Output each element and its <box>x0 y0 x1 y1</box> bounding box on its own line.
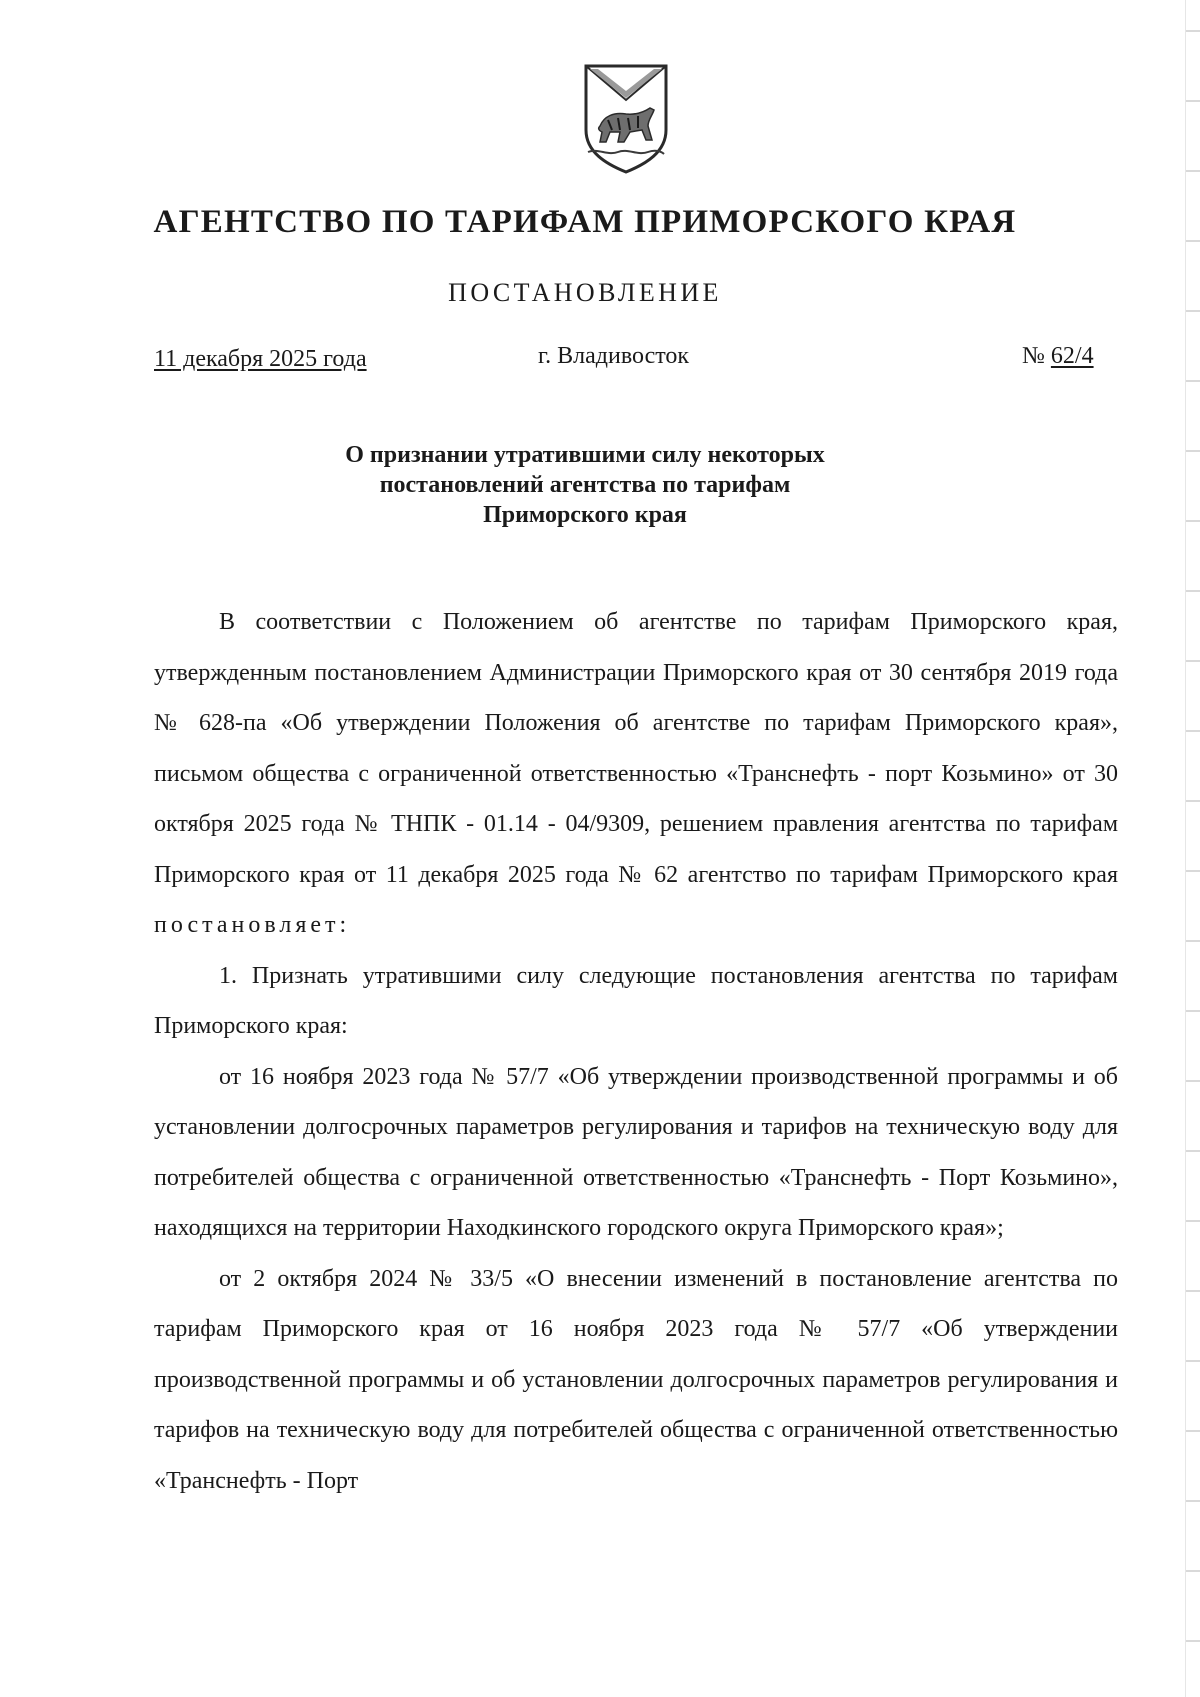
subject-line-3: Приморского края <box>483 502 687 528</box>
subject-line-1: О признании утратившими силу некоторых <box>345 442 825 468</box>
item-1-resolution-a: от 16 ноября 2023 года № 57/7 «Об утверждении производственной программы и об установлении долгосрочных параметров регулирования и тарифов на техническую воду для потребителей общества с ограниченной ответственностью «Транснефть - Порт Козьмино», находящихся на территории Находкинского городского округа Приморского края»; <box>154 1063 1118 1241</box>
item-1-resolution-b: от 2 октября 2024 № 33/5 «О внесении изменений в постановление агентства по тарифам Приморского края от 16 ноября 2023 года № 57/7 «Об утверждении производственной программы и об установлении долгосрочных параметров регулирования и тарифов на техническую воду для потребителей общества с ограниченной ответственностью «Транснефть - Порт <box>154 1265 1118 1494</box>
number-value: 62/4 <box>1050 343 1094 369</box>
document-body <box>154 597 1118 1506</box>
document-date: 11 декабря 2025 года <box>154 346 367 372</box>
preamble-paragraph <box>154 597 1118 951</box>
preamble-text: В соответствии с Положением об агентстве по тарифам Приморского края, утвержденным постановлением Администрации Приморского края от 30 сентября 2019 года № 628-па «Об утверждении Положения об агентстве по тарифам Приморского края», письмом общества с ограниченной ответственностью «Транснефть - порт Козьмино» от 30 октября 2025 года № ТНПК - 01.14 - 04/9309, решением правления агентства по тарифам Приморского края от 11 декабря 2025 года № 62 агентство по тарифам Приморского края <box>154 609 1118 888</box>
document-subject <box>250 440 920 530</box>
document-type: ПОСТАНОВЛЕНИЕ <box>448 278 722 307</box>
document-number <box>1022 343 1094 370</box>
agency-title: АГЕНТСТВО ПО ТАРИФАМ ПРИМОРСКОГО КРАЯ <box>153 204 1017 240</box>
decree-word: постановляет: <box>154 912 351 938</box>
subject-line-2: постановлений агентства по тарифам <box>379 472 791 498</box>
primorsky-krai-coat-of-arms-icon <box>578 60 674 178</box>
document-city: г. Владивосток <box>538 343 690 369</box>
scan-edge <box>1185 0 1200 1697</box>
item-1-paragraph: 1. Признать утратившими силу следующие постановления агентства по тарифам Приморского края: <box>154 962 1118 1039</box>
number-sign: № <box>1022 343 1045 369</box>
